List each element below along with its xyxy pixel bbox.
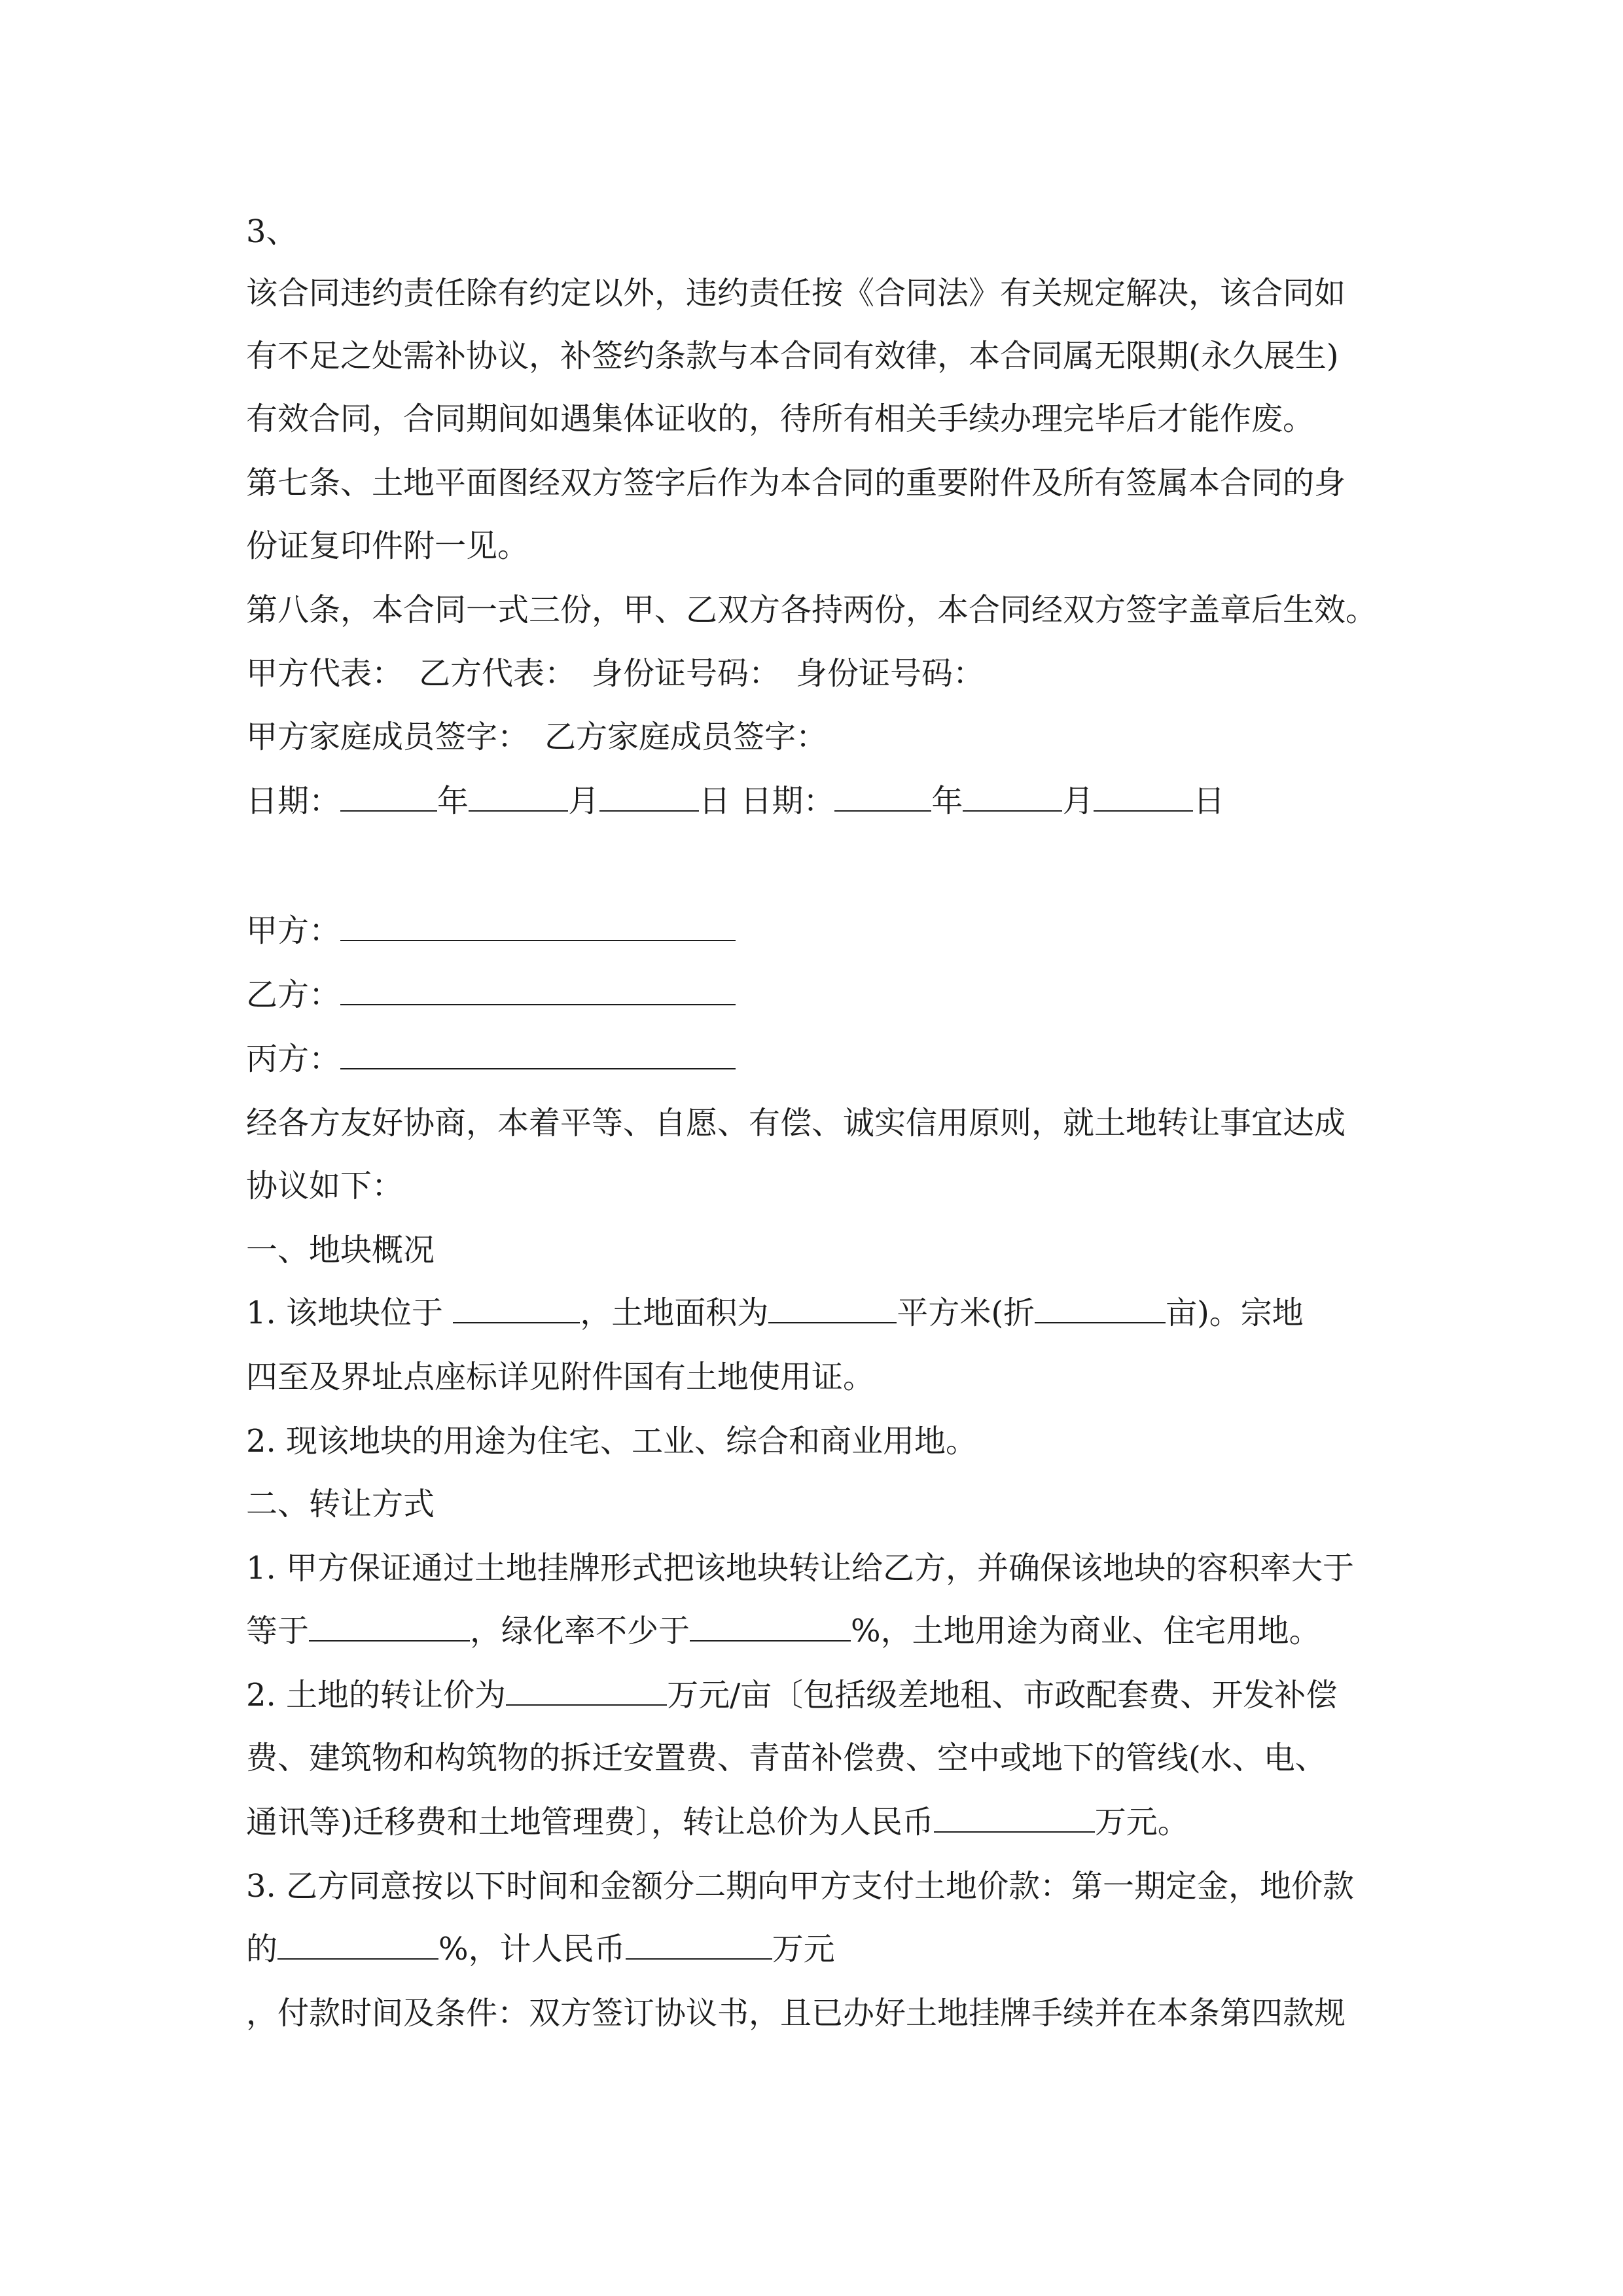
date-label: 日期：	[246, 783, 341, 819]
blank-field[interactable]	[963, 781, 1062, 812]
location-blank[interactable]	[453, 1293, 580, 1323]
price-blank[interactable]	[506, 1676, 667, 1706]
deposit-percent-blank[interactable]	[277, 1929, 438, 1960]
year-label: 年	[931, 783, 963, 819]
total-price-blank[interactable]	[934, 1803, 1095, 1833]
text-segment: %，土地用途为商业、住宅用地。	[851, 1613, 1321, 1649]
text-segment: ，绿化率不少于	[470, 1613, 690, 1649]
mu-blank[interactable]	[1035, 1293, 1166, 1323]
deposit-line	[246, 1928, 835, 1970]
party-a-label: 甲方：	[246, 912, 341, 949]
text-segment: 万元	[772, 1931, 835, 1967]
party-a-blank[interactable]	[340, 911, 736, 941]
party-c-blank[interactable]	[340, 1039, 736, 1069]
section-heading-1: 一、地块概况	[246, 1232, 435, 1268]
text-segment: 2. 土地的转让价为	[246, 1677, 507, 1713]
paragraph-line: 四至及界址点座标详见附件国有土地使用证。	[246, 1359, 875, 1395]
text-segment: 平方米(折	[897, 1295, 1035, 1331]
text-segment: 万元/亩〔包括级差地租、市政配套费、开发补偿	[667, 1677, 1338, 1713]
date-line	[246, 780, 1224, 822]
blank-field[interactable]	[599, 781, 699, 812]
blank-field[interactable]	[834, 781, 931, 812]
blank-field[interactable]	[340, 781, 437, 812]
party-c-signature	[246, 1038, 736, 1080]
party-a-signature	[246, 910, 736, 952]
representatives-line: 甲方代表： 乙方代表： 身份证号码： 身份证号码：	[246, 655, 985, 692]
paragraph-line: 1. 甲方保证通过土地挂牌形式把该地块转让给乙方，并确保该地块的容积率大于	[246, 1550, 1355, 1587]
plot-location-line	[246, 1292, 1304, 1334]
family-signature-line: 甲方家庭成员签字： 乙方家庭成员签字：	[246, 719, 828, 755]
party-c-label: 丙方：	[246, 1041, 341, 1077]
deposit-amount-blank[interactable]	[626, 1929, 772, 1960]
paragraph-line: 份证复印件附一见。	[246, 528, 529, 564]
party-b-label: 乙方：	[246, 977, 341, 1013]
paragraph-line: 2. 现该地块的用途为住宅、工业、综合和商业用地。	[246, 1423, 978, 1460]
party-b-blank[interactable]	[340, 975, 736, 1005]
article-7-line: 第七条、土地平面图经双方签字后作为本合同的重要附件及所有签属本合同的身	[246, 465, 1346, 501]
month-label: 月	[568, 783, 600, 819]
month-label: 月	[1062, 783, 1094, 819]
plot-ratio-line	[246, 1610, 1321, 1652]
text-segment: %，计人民币	[438, 1931, 626, 1967]
paragraph-line: 有不足之处需补协议，补签约条款与本合同有效律，本合同属无限期(永久展生)	[246, 338, 1339, 374]
blank-field[interactable]	[1094, 781, 1193, 812]
party-b-signature	[246, 974, 736, 1016]
text-segment: 万元。	[1094, 1804, 1189, 1840]
paragraph-line: ，付款时间及条件：双方签订协议书，且已办好土地挂牌手续并在本条第四款规	[246, 1995, 1346, 2032]
plot-ratio-blank[interactable]	[309, 1611, 470, 1641]
text-segment: 通讯等)迁移费和土地管理费〕，转让总价为人民币	[246, 1804, 934, 1840]
paragraph-line: 有效合同，合同期间如遇集体证收的，待所有相关手续办理完毕后才能作废。	[246, 401, 1315, 437]
day-label: 日	[699, 783, 731, 819]
article-8-line: 第八条，本合同一式三份，甲、乙双方各持两份，本合同经双方签字盖章后生效。	[246, 592, 1378, 628]
blank-field[interactable]	[469, 781, 568, 812]
year-label: 年	[437, 783, 469, 819]
paragraph-line: 费、建筑物和构筑物的拆迁安置费、青苗补偿费、空中或地下的管线(水、电、	[246, 1740, 1327, 1776]
area-blank[interactable]	[768, 1293, 897, 1323]
price-line	[246, 1674, 1337, 1716]
paragraph-line: 3. 乙方同意按以下时间和金额分二期向甲方支付土地价款：第一期定金，地价款	[246, 1868, 1355, 1905]
section-heading-2: 二、转让方式	[246, 1486, 435, 1522]
day-label: 日	[1193, 783, 1225, 819]
text-segment: 等于	[246, 1613, 310, 1649]
preamble-line: 经各方友好协商，本着平等、自愿、有偿、诚实信用原则，就土地转让事宜达成	[246, 1105, 1346, 1141]
text-segment: ，土地面积为	[580, 1295, 769, 1331]
clause-number-3: 3、	[246, 213, 298, 250]
text-segment: 亩)。宗地	[1166, 1295, 1304, 1331]
text-segment: 1. 该地块位于	[246, 1295, 454, 1331]
preamble-line: 协议如下：	[246, 1168, 404, 1204]
green-ratio-blank[interactable]	[690, 1611, 851, 1641]
paragraph-line: 该合同违约责任除有约定以外，违约责任按《合同法》有关规定解决，该合同如	[246, 275, 1346, 312]
total-price-line	[246, 1801, 1189, 1843]
date-label: 日期：	[740, 783, 835, 819]
text-segment: 的	[246, 1931, 278, 1967]
